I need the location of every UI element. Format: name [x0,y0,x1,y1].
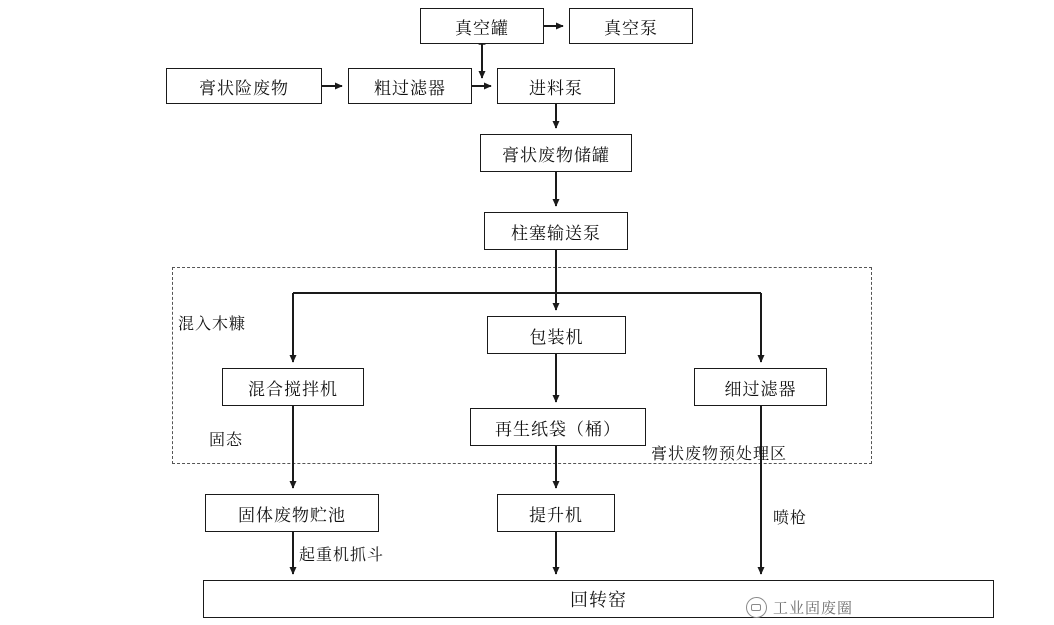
node-elevator: 提升机 [497,494,615,532]
node-paste-hazardous-waste: 膏状险废物 [166,68,322,104]
wechat-logo-icon [746,597,767,618]
label-mix-sawdust: 混入木糠 [178,316,247,333]
label-pretreatment-zone: 膏状废物预处理区 [651,446,788,463]
label-spray-gun: 喷枪 [773,510,808,527]
watermark [746,597,853,618]
node-rotary-kiln: 回转窑 [203,580,994,618]
node-fine-filter: 细过滤器 [694,368,827,406]
node-coarse-filter: 粗过滤器 [348,68,472,104]
node-feed-pump: 进料泵 [497,68,615,104]
node-plunger-transfer-pump: 柱塞输送泵 [484,212,628,250]
node-mixer: 混合搅拌机 [222,368,364,406]
node-solid-waste-pool: 固体废物贮池 [205,494,379,532]
node-vacuum-pump: 真空泵 [569,8,693,44]
node-recycled-paper-bag: 再生纸袋（桶） [470,408,646,446]
label-crane-grab: 起重机抓斗 [299,547,385,564]
node-vacuum-tank: 真空罐 [420,8,544,44]
label-solid-state: 固态 [209,432,244,449]
watermark-text: 工业固废圈 [773,600,854,617]
node-packing-machine: 包装机 [487,316,626,354]
node-paste-waste-storage-tank: 膏状废物储罐 [480,134,632,172]
